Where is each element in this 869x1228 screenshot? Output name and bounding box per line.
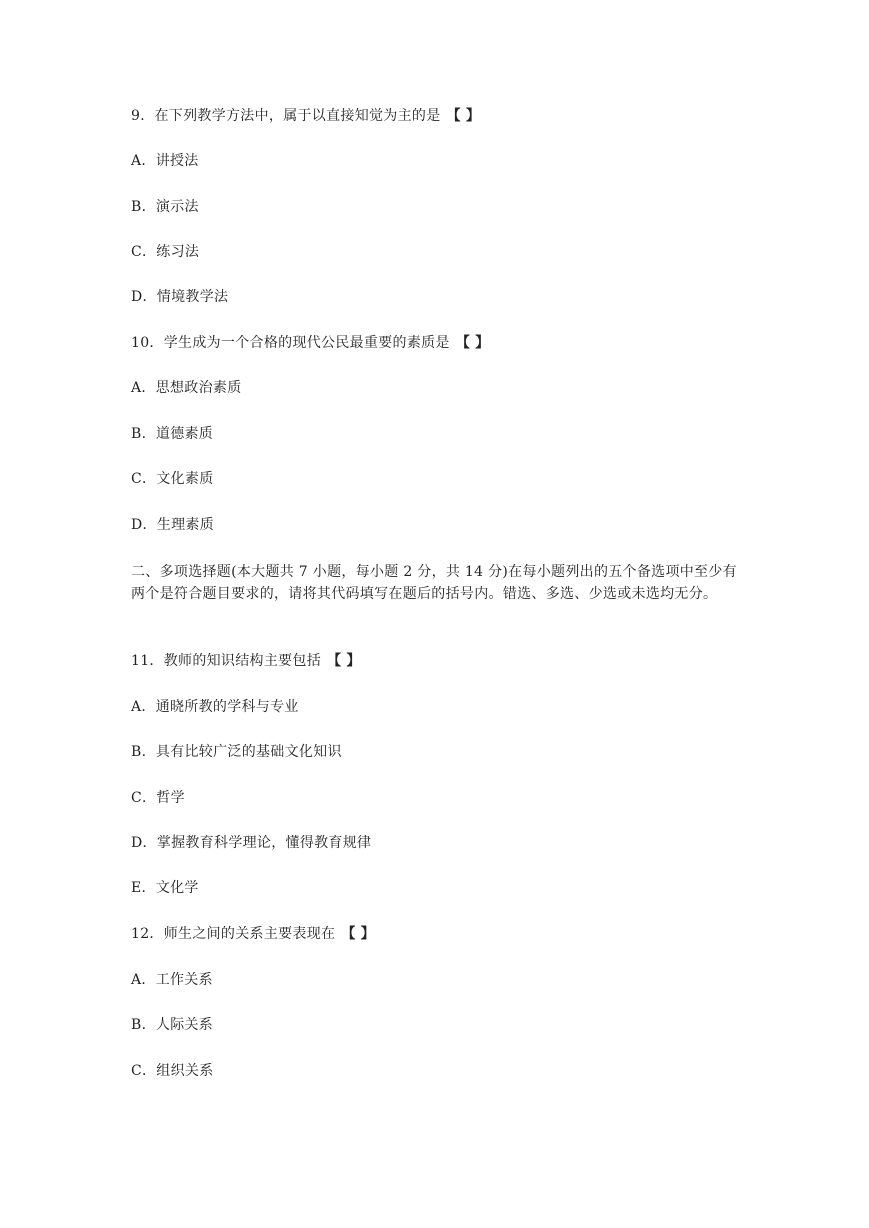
- option-10a: A．思想政治素质: [131, 380, 242, 396]
- question-stem-text: 10．学生成为一个合格的现代公民最重要的素质是: [131, 335, 450, 351]
- option-10c: C．文化素质: [131, 471, 214, 487]
- option-11e: E．文化学: [131, 880, 199, 896]
- option-12b: B．人际关系: [131, 1017, 214, 1033]
- answer-bracket: 【 】: [341, 926, 376, 942]
- question-9-stem: [131, 106, 480, 126]
- option-9c: C．练习法: [131, 244, 200, 260]
- question-stem-text: 9．在下列教学方法中，属于以直接知觉为主的是: [131, 108, 441, 124]
- section-heading-multiple-choice: 二、多项选择题(本大题共 7 小题，每小题 2 分，共 14 分)在每小题列出的五个备选项中至少有两个是符合题目要求的，请将其代码填写在题后的括号内。错选、多选、少选或未选均无分。: [131, 564, 737, 602]
- option-12a: A．工作关系: [131, 972, 213, 988]
- option-11c: C．哲学: [131, 790, 185, 806]
- option-9a: A．讲授法: [131, 153, 199, 169]
- question-stem-text: 11．教师的知识结构主要包括: [131, 653, 322, 669]
- question-10-stem: [131, 333, 490, 353]
- option-10b: B．道德素质: [131, 426, 214, 442]
- answer-bracket: 【 】: [455, 335, 490, 351]
- option-9b: B．演示法: [131, 199, 199, 215]
- option-11a: A．通晓所教的学科与专业: [131, 699, 299, 715]
- option-11b: B．具有比较广泛的基础文化知识: [131, 744, 342, 760]
- question-stem-text: 12．师生之间的关系主要表现在: [131, 926, 336, 942]
- question-12-stem: [131, 924, 375, 944]
- option-12c: C．组织关系: [131, 1063, 214, 1079]
- answer-bracket: 【 】: [446, 108, 481, 124]
- question-11-stem: [131, 651, 361, 671]
- option-11d: D．掌握教育科学理论，懂得教育规律: [131, 835, 372, 851]
- option-10d: D．生理素质: [131, 517, 215, 533]
- answer-bracket: 【 】: [327, 653, 361, 669]
- option-9d: D．情境教学法: [131, 289, 229, 305]
